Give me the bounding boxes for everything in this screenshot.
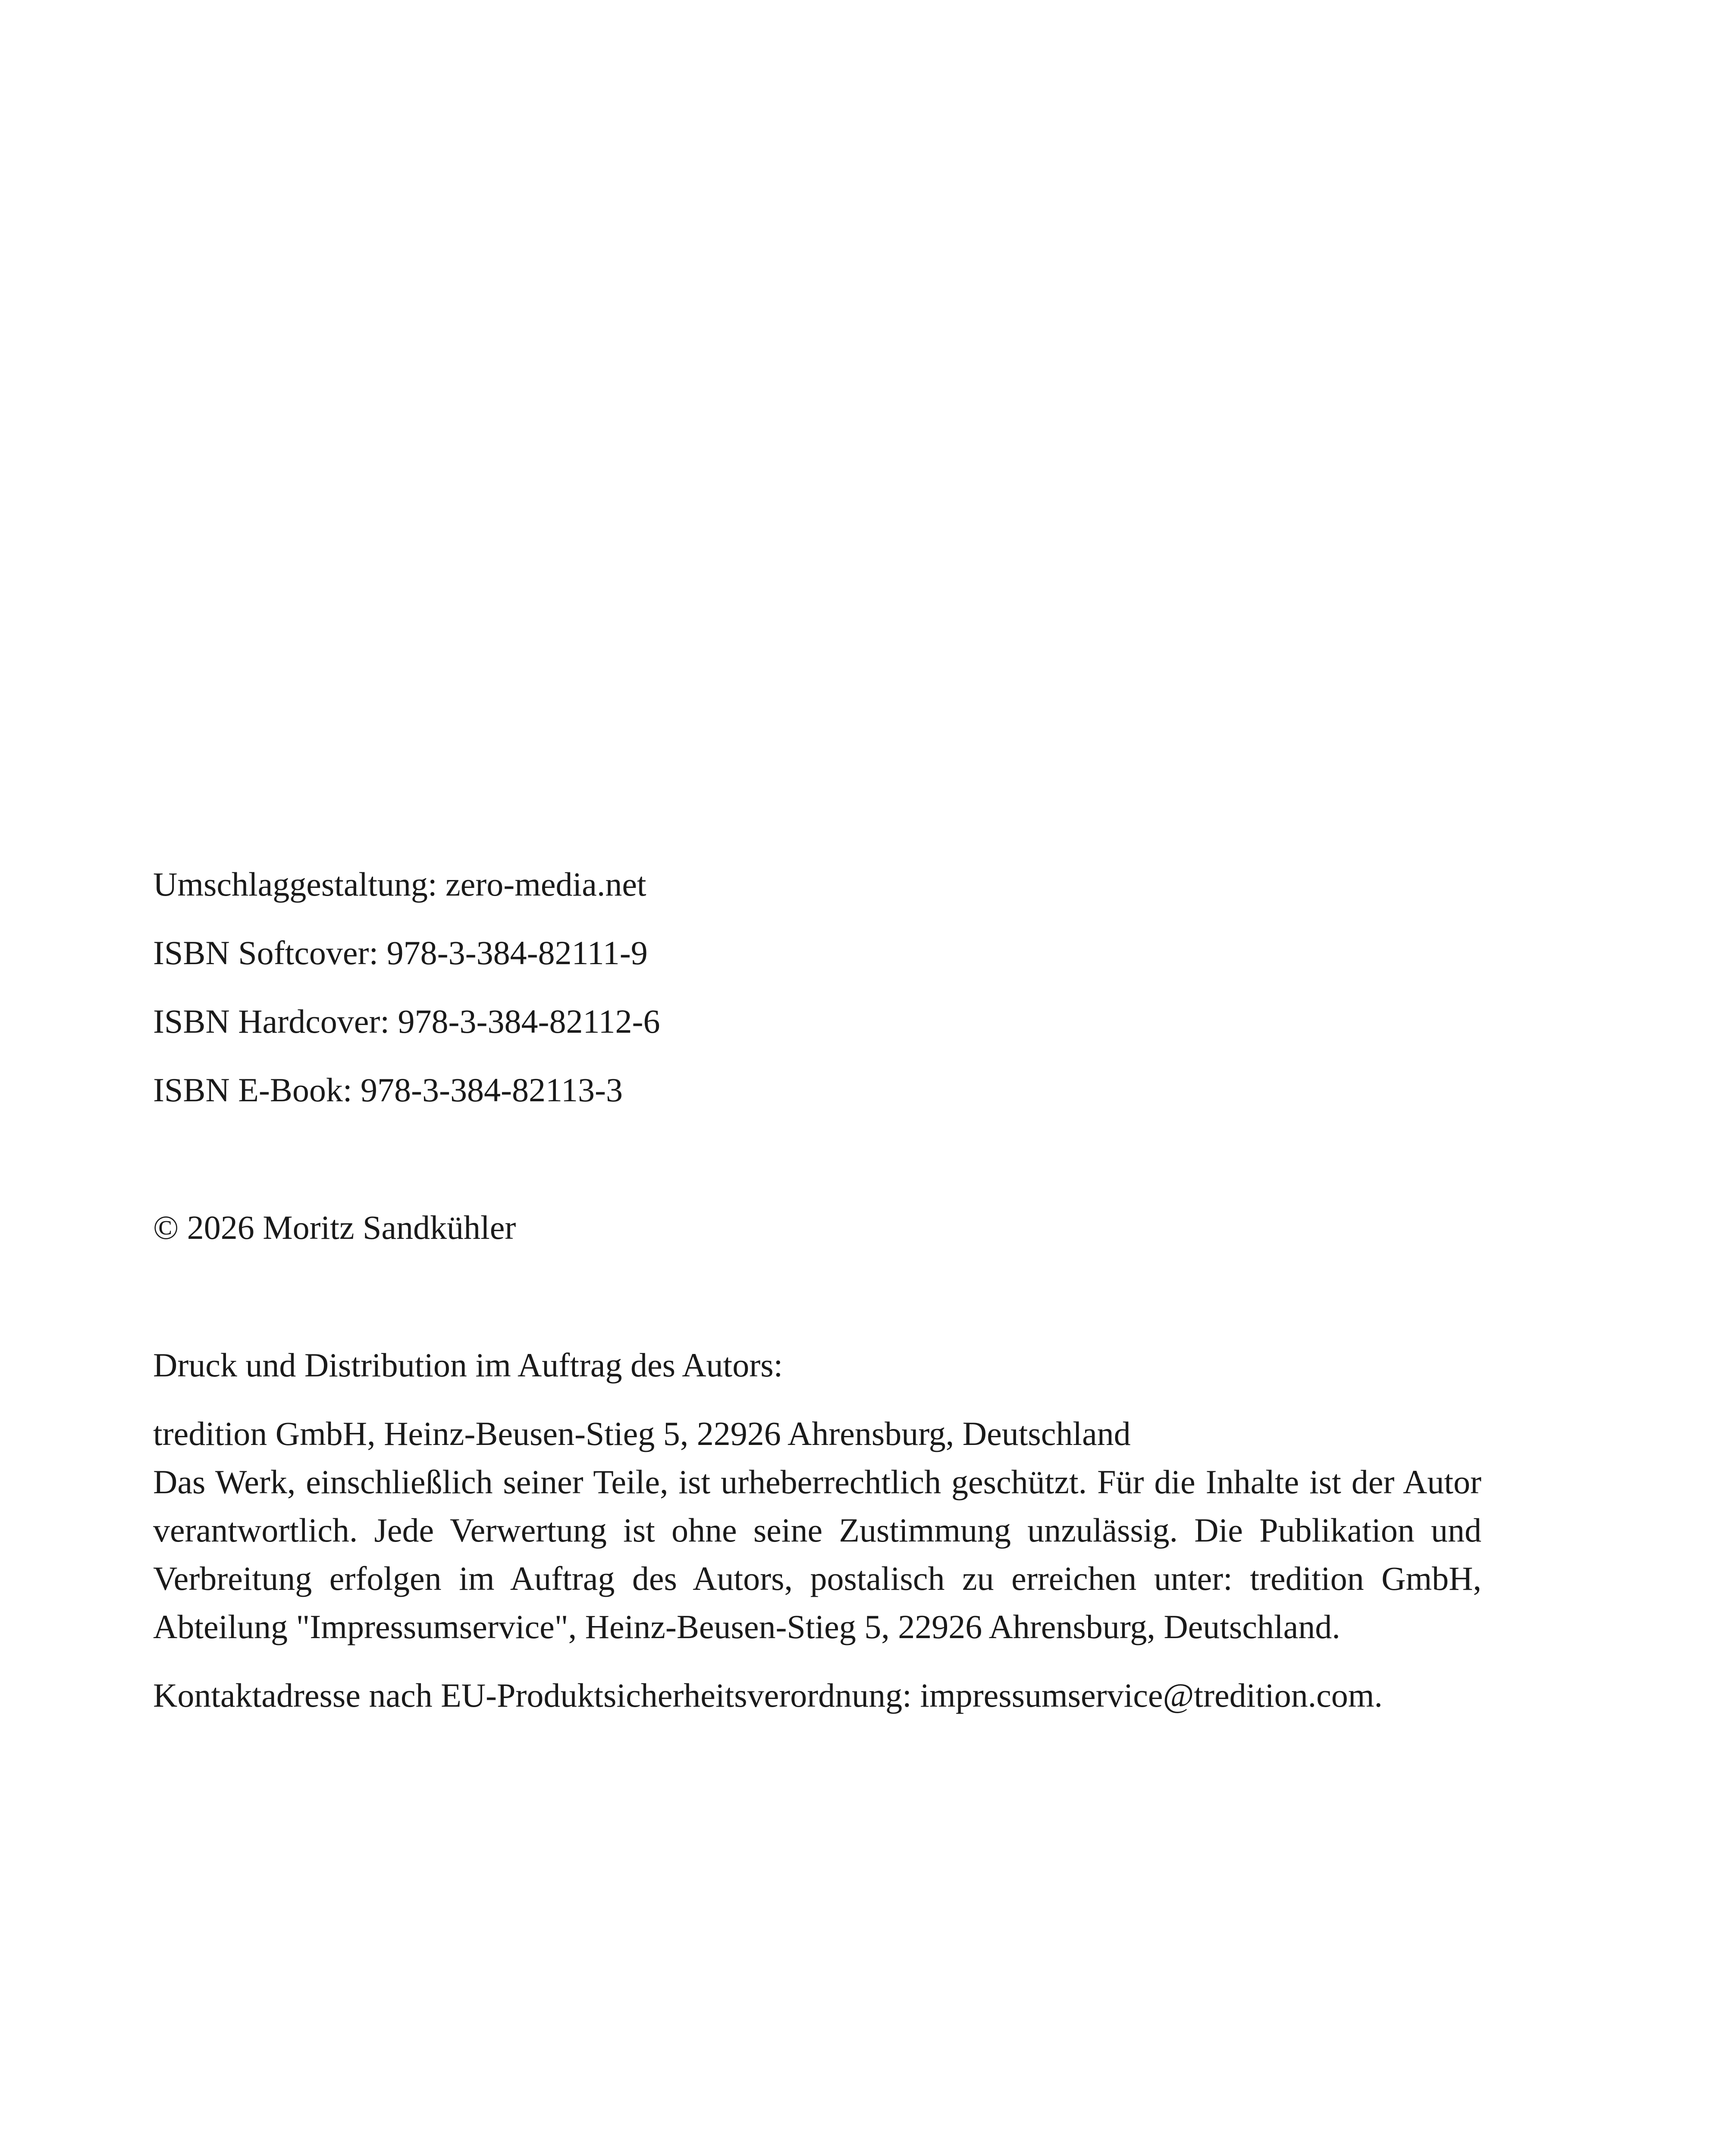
print-distribution-label: Druck und Distribution im Auftrag des Autors: [153, 1346, 783, 1384]
imprint-block [153, 860, 1481, 1720]
rights-notice: Das Werk, einschließlich seiner Teile, ist urheberrechtlich geschützt. Für die Inhalte ist der Autor verantwortlich. Jede Verwertung ist ohne seine Zustimmung unzulässig. Die Publikation und Verbreitung erfolgen im Auftrag des Autors, postalisch zu erreichen unter: tredition GmbH, Abteilung "Impressumservice", Heinz-Beusen-Stieg 5, 22926 Ahrensburg, Deutschland. [153, 1463, 1481, 1645]
cover-design-credit: Umschlaggestaltung: zero-media.net [153, 865, 646, 903]
isbn-softcover: ISBN Softcover: 978-3-384-82111-9 [153, 934, 648, 971]
copyright-notice: © 2026 Moritz Sandkühler [153, 1209, 516, 1246]
isbn-ebook: ISBN E-Book: 978-3-384-82113-3 [153, 1071, 623, 1109]
publisher-address: tredition GmbH, Heinz-Beusen-Stieg 5, 22926 Ahrensburg, Deutschland [153, 1415, 1131, 1452]
eu-contact-address: Kontaktadresse nach EU-Produktsicherheitsverordnung: impressumservice@tredition.com. [153, 1677, 1383, 1714]
isbn-hardcover: ISBN Hardcover: 978-3-384-82112-6 [153, 1003, 660, 1040]
